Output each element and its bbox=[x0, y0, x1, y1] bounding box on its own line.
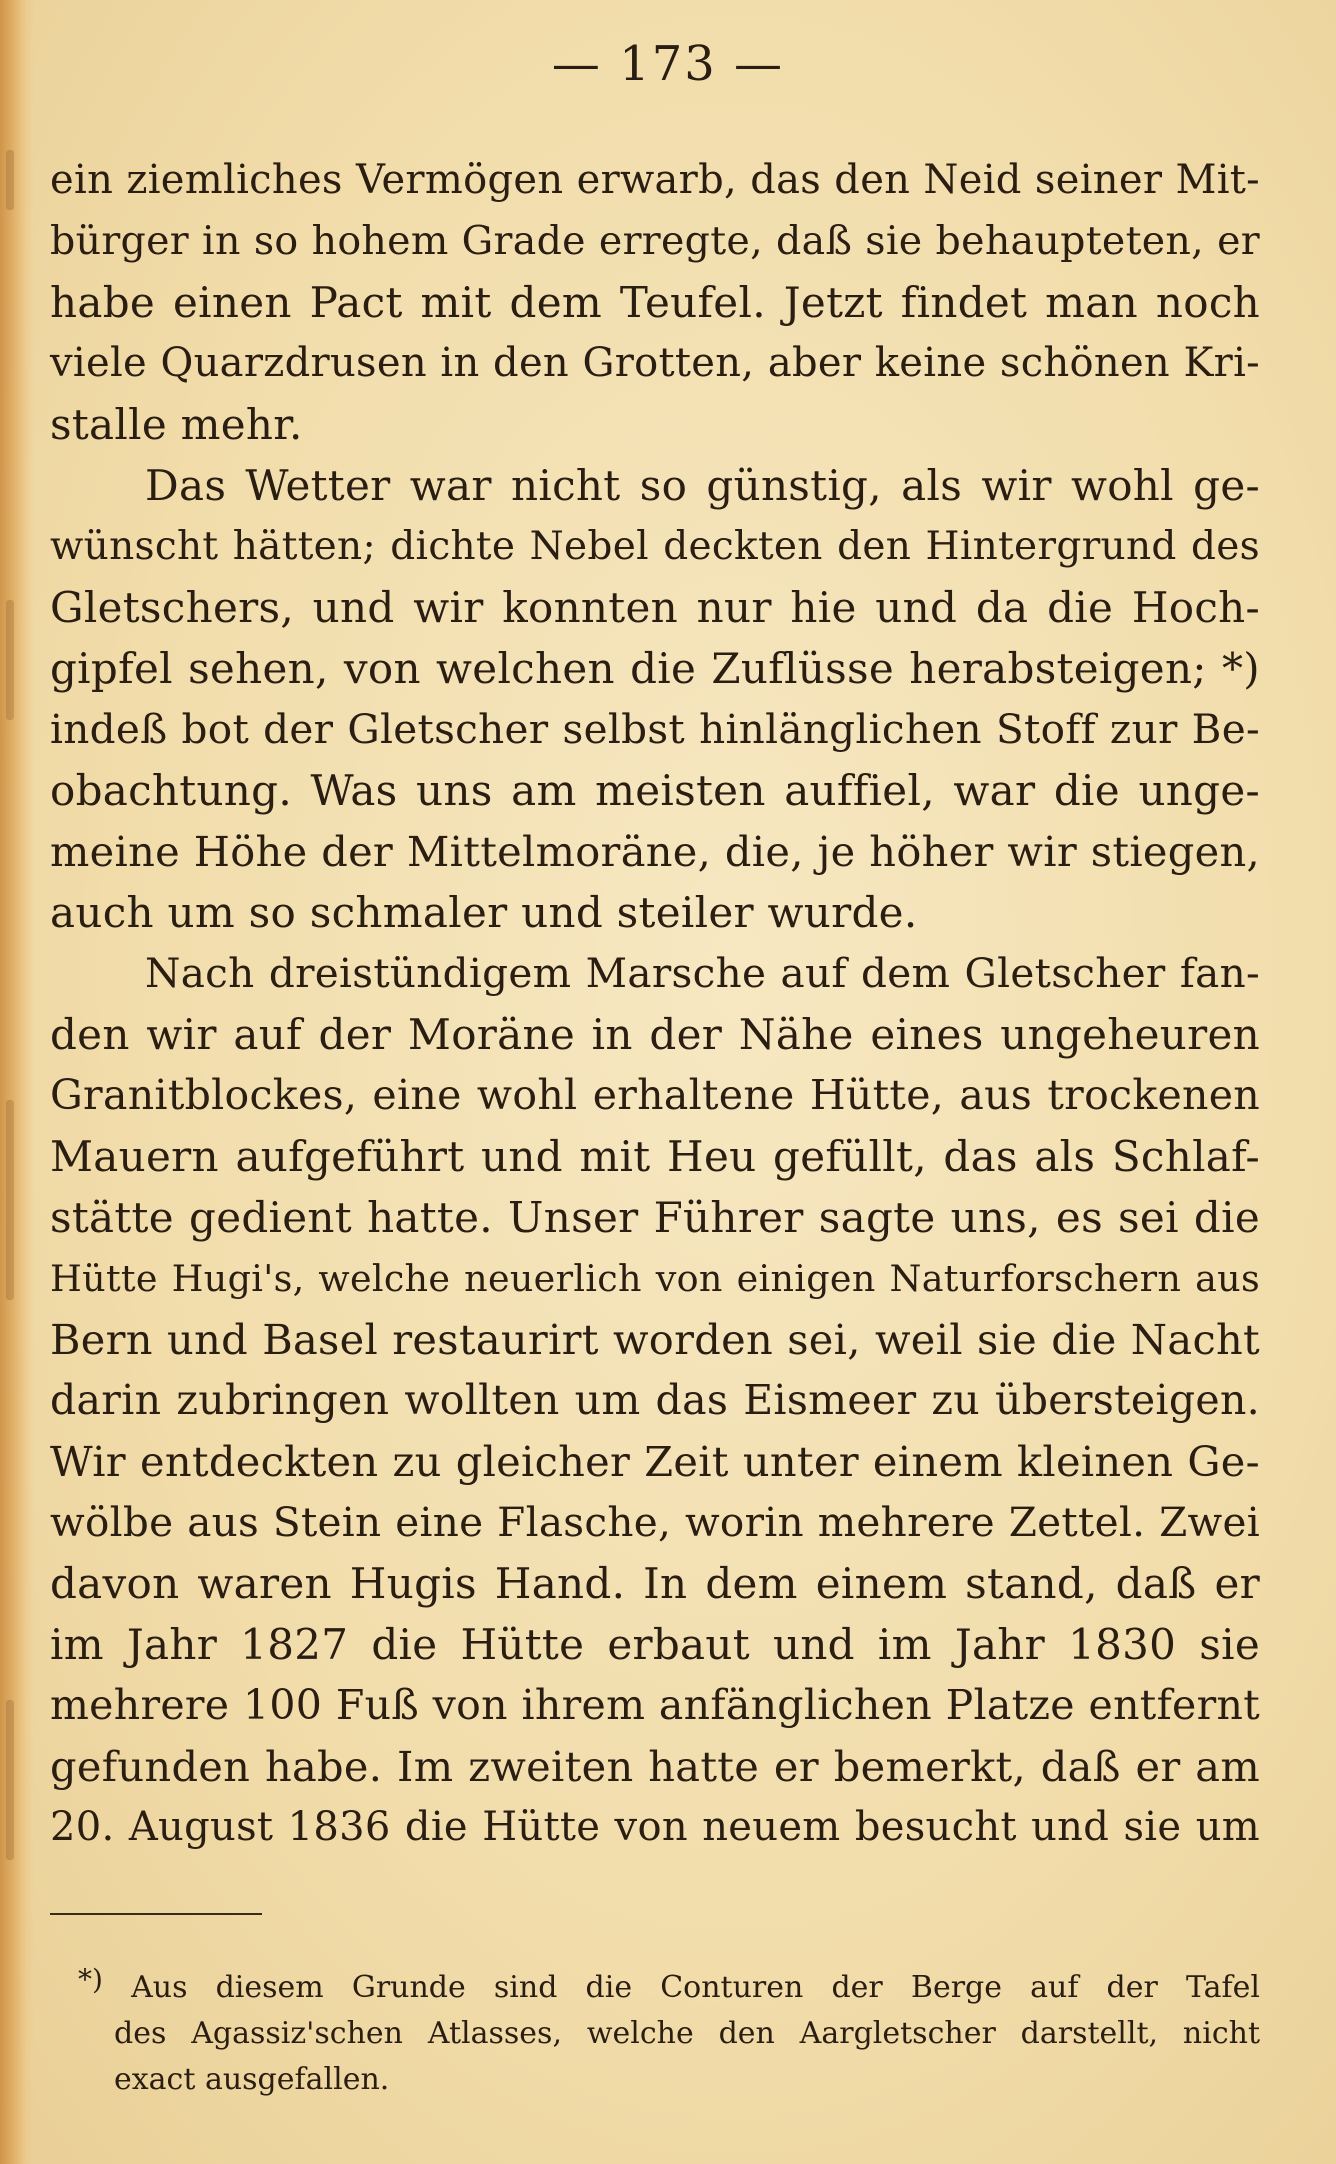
footnote-separator bbox=[50, 1913, 262, 1915]
text-line: viele Quarzdrusen in den Grotten, aber keine schönen Kri- bbox=[50, 340, 1260, 386]
text-line: habe einen Pact mit dem Teufel. Jetzt findet man noch bbox=[50, 278, 1260, 327]
binding-mark bbox=[6, 150, 14, 210]
text-line: Granitblockes, eine wohl erhaltene Hütte, aus trockenen bbox=[50, 1071, 1260, 1119]
page-number: — 173 — bbox=[551, 36, 785, 92]
text-line: wölbe aus Stein eine Flasche, worin mehrere Zettel. Zwei bbox=[50, 1498, 1260, 1546]
text-line: ein ziemliches Vermögen erwarb, das den Neid seiner Mit- bbox=[50, 157, 1260, 203]
text-line: auch um so schmaler und steiler wurde. bbox=[50, 888, 918, 937]
text-line: darin zubringen wollten um das Eismeer zu übersteigen. bbox=[50, 1376, 1260, 1424]
text-line: den wir auf der Moräne in der Nähe eines ungeheuren bbox=[50, 1010, 1260, 1059]
footnote-line: des Agassiz'schen Atlasses, welche den Aargletscher darstellt, nicht bbox=[114, 2016, 1260, 2051]
paragraph-start-line: Nach dreistündigem Marsche auf dem Gletscher fan- bbox=[145, 949, 1260, 997]
footnote-line: exact ausgefallen. bbox=[114, 2062, 390, 2097]
text-line: davon waren Hugis Hand. In dem einem stand, daß er bbox=[50, 1559, 1260, 1608]
text-line: indeß bot der Gletscher selbst hinlänglichen Stoff zur Be- bbox=[50, 705, 1260, 753]
text-line: gefunden habe. Im zweiten hatte er bemerkt, daß er am bbox=[50, 1742, 1260, 1791]
text-line: mehrere 100 Fuß von ihrem anfänglichen Platze entfernt bbox=[50, 1681, 1260, 1729]
footnote-marker: *) bbox=[78, 1963, 103, 1996]
text-line: Hütte Hugi's, welche neuerlich von einigen Naturforschern aus bbox=[50, 1257, 1260, 1300]
binding-mark bbox=[6, 1700, 14, 1860]
footnote-line: Aus diesem Grunde sind die Conturen der Berge auf der Tafel bbox=[131, 1970, 1260, 2005]
text-line: stalle mehr. bbox=[50, 400, 303, 449]
text-line: Bern und Basel restaurirt worden sei, weil sie die Nacht bbox=[50, 1315, 1260, 1364]
body-text bbox=[50, 150, 1260, 1858]
text-line: wünscht hätten; dichte Nebel deckten den Hintergrund des bbox=[50, 524, 1260, 569]
text-line: Mauern aufgeführt und mit Heu gefüllt, das als Schlaf- bbox=[50, 1132, 1260, 1181]
text-line: stätte gedient hatte. Unser Führer sagte uns, es sei die bbox=[50, 1193, 1260, 1242]
binding-mark bbox=[6, 600, 14, 720]
text-line: Wir entdeckten zu gleicher Zeit unter einem kleinen Ge- bbox=[50, 1437, 1260, 1486]
text-line: meine Höhe der Mittelmoräne, die, je höher wir stiegen, bbox=[50, 827, 1260, 876]
binding-mark bbox=[6, 1100, 14, 1300]
text-line: im Jahr 1827 die Hütte erbaut und im Jahr 1830 sie bbox=[50, 1620, 1260, 1669]
text-line: gipfel sehen, von welchen die Zuflüsse herabsteigen; *) bbox=[50, 644, 1260, 693]
paragraph-start-line: Das Wetter war nicht so günstig, als wir wohl ge- bbox=[145, 461, 1260, 510]
footnote bbox=[78, 1965, 1260, 2103]
text-line: obachtung. Was uns am meisten auffiel, war die unge- bbox=[50, 766, 1260, 815]
text-line: bürger in so hohem Grade erregte, daß sie behaupteten, er bbox=[50, 218, 1260, 264]
text-line: Gletschers, und wir konnten nur hie und da die Hoch- bbox=[50, 583, 1260, 632]
text-line: 20. August 1836 die Hütte von neuem besucht und sie um bbox=[50, 1804, 1260, 1850]
